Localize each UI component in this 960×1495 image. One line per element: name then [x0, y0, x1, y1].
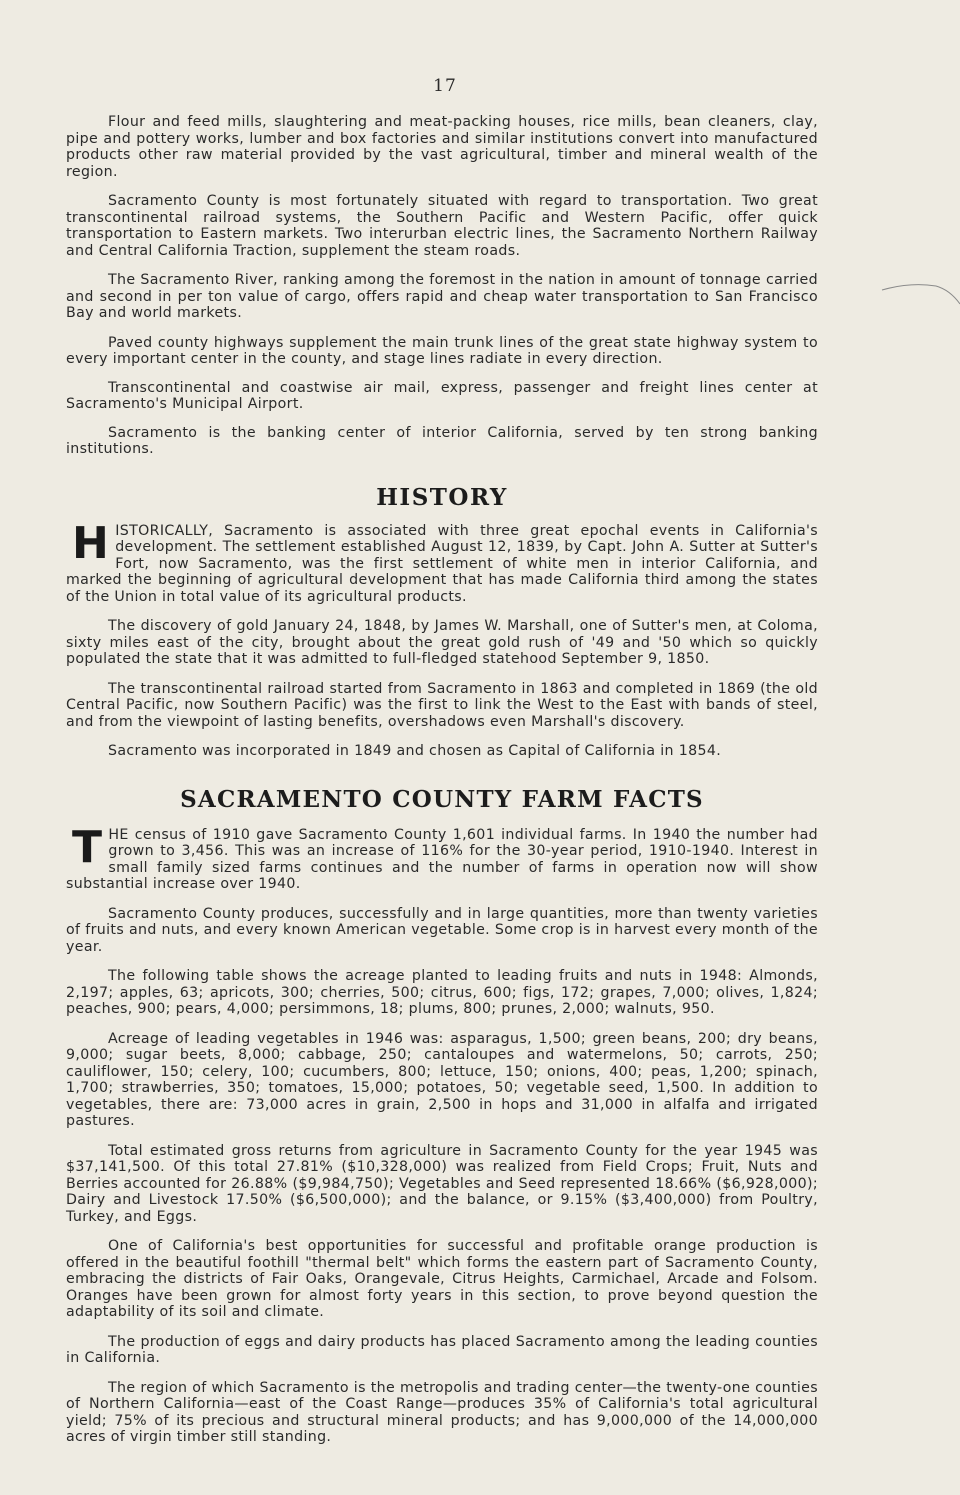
drop-cap: H: [72, 517, 110, 569]
farm-facts-first-paragraph: [66, 821, 818, 893]
paragraph: Sacramento County is most fortunately situated with regard to transportation. Two great transcontinental railroad systems, the Southern Pacific and Western Pacific, offer quick transportation to Eastern markets. Two interurban electric lines, the Sacramento Northern Railway and Central California Traction, supplement the steam roads.: [66, 193, 818, 259]
intro-section: [66, 114, 818, 458]
paragraph: Total estimated gross returns from agriculture in Sacramento County for the year 1945 was $37,141,500. Of this total 27.81% ($10,328,000) was realized from Field Crops; Fruit, Nuts and Berries accounted for 26.88% ($9,984,750); Vegetables and Seed represented 18.66% ($6,928,000); Dairy and Livestock 17.50% ($6,500,000); and the balance, or 9.15% ($3,400,000) from Poultry, Turkey, and Eggs.: [66, 1142, 818, 1225]
paragraph: Acreage of leading vegetables in 1946 was: asparagus, 1,500; green beans, 200; dry beans, 9,000; sugar beets, 8,000; cabbage, 250; cantaloupes and watermelons, 50; carrots, 250; cauliflower, 150; celery, 100; cucumbers, 800; lettuce, 150; onions, 400; peas, 1,200; spinach, 1,700; strawberries, 350; tomatoes, 15,000; potatoes, 50; vegetable seed, 1,500. In addition to vegetables, there are: 73,000 acres in grain, 2,500 in hops and 31,000 in alfalfa and irrigated pastures.: [66, 1030, 818, 1129]
paragraph: Flour and feed mills, slaughtering and meat-packing houses, rice mills, bean cleaners, clay, pipe and pottery works, lumber and box factories and similar institutions convert into manufactured products other raw material provided by the vast agricultural, timber and mineral wealth of the region.: [66, 114, 818, 180]
margin-pencil-mark: [880, 278, 960, 318]
farm-facts-section: [66, 786, 818, 1446]
page-number: 17: [433, 76, 457, 96]
paragraph: The region of which Sacramento is the metropolis and trading center—the twenty-one counties of Northern California—east of the Coast Range—produces 35% of California's total agricultural yield; 75% of its precious and structural mineral products; and has 9,000,000 of the 14,000,000 acres of virgin timber still standing.: [66, 1379, 818, 1445]
page-content: [66, 114, 818, 1459]
paragraph: The discovery of gold January 24, 1848, by James W. Marshall, one of Sutter's men, at Coloma, sixty miles east of the city, brought about the great gold rush of '49 and '50 which so quickly populated the state that it was admitted to full-fledged statehood September 9, 1850.: [66, 618, 818, 667]
paragraph: Sacramento County produces, successfully and in large quantities, more than twenty varieties of fruits and nuts, and every known American vegetable. Some crop is in harvest every month of the year.: [66, 905, 818, 955]
paragraph: Transcontinental and coastwise air mail, express, passenger and freight lines center at Sacramento's Municipal Airport.: [66, 379, 818, 412]
paragraph: Sacramento was incorporated in 1849 and chosen as Capital of California in 1854.: [108, 743, 722, 759]
farm-facts-heading: SACRAMENTO COUNTY FARM FACTS: [180, 785, 704, 813]
history-heading: HISTORY: [376, 483, 508, 511]
history-first-paragraph: [66, 517, 818, 606]
paragraph: The Sacramento River, ranking among the foremost in the nation in amount of tonnage carried and second in per ton value of cargo, offers rapid and cheap water transportation to San Francisco Bay and world markets.: [66, 272, 818, 321]
paragraph-text: HE census of 1910 gave Sacramento County 1,601 individual farms. In 1940 the number had grown to 3,456. This was an increase of 116% for the 30-year period, 1910-1940. Interest in small family sized farms continues and the number of farms in operation now will show substantial increase over 1940.: [66, 826, 818, 892]
paragraph-text: ISTORICALLY, Sacramento is associated with three great epochal events in California's development. The settlement established August 12, 1839, by Capt. John A. Sutter at Sutter's Fort, now Sacramento, was the first settlement of white men in interior California, and marked the beginning of agricultural development that has made California third among the states of the Union in total value of its agricultural products.: [66, 522, 818, 605]
paragraph: The following table shows the acreage planted to leading fruits and nuts in 1948: Almonds, 2,197; apples, 63; apricots, 300; cherries, 500; citrus, 600; figs, 172; grapes, 7,000; olives, 1,824; peaches, 900; pears, 4,000; persimmons, 18; plums, 800; prunes, 2,000; walnuts, 950.: [66, 968, 818, 1017]
paragraph: Paved county highways supplement the main trunk lines of the great state highway system to every important center in the county, and stage lines radiate in every direction.: [66, 334, 818, 367]
paragraph: One of California's best opportunities for successful and profitable orange production is offered in the beautiful foothill "thermal belt" which forms the eastern part of Sacramento County, embracing the districts of Fair Oaks, Orangevale, Citrus Heights, Carmichael, Arcade and Folsom. Oranges have been grown for almost forty years in this section, to prove beyond question the adaptability of its soil and climate.: [66, 1238, 818, 1320]
paragraph: The transcontinental railroad started from Sacramento in 1863 and completed in 1869 (the old Central Pacific, now Southern Pacific) was the first to link the West to the East with bands of steel, and from the viewpoint of lasting benefits, overshadows even Marshall's discovery.: [66, 680, 818, 730]
paragraph: Sacramento is the banking center of interior California, served by ten strong banking institutions.: [66, 424, 818, 457]
paragraph: The production of eggs and dairy products has placed Sacramento among the leading counties in California.: [66, 1333, 818, 1366]
history-section: [66, 484, 818, 760]
drop-cap: T: [72, 821, 103, 873]
